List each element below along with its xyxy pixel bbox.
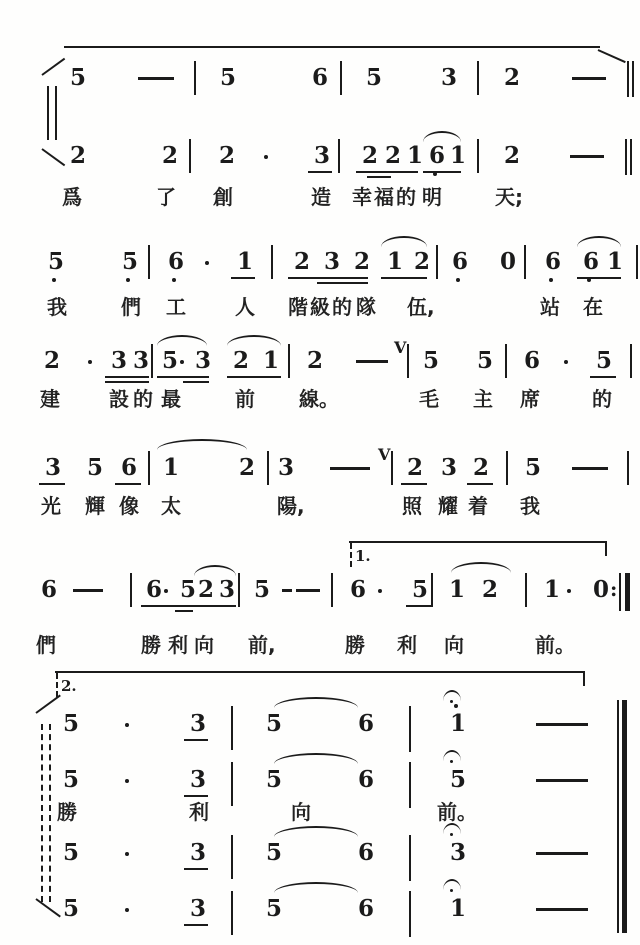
beam-line [141,605,193,607]
note-digit: 1 [544,576,561,603]
note-digit: 6 [168,248,185,275]
note-digit: 5 [366,64,383,91]
double-barline [627,61,629,97]
lyric-char: 的 [592,387,612,411]
note-digit: 1 [450,710,467,737]
note-digit: 5 [266,710,283,737]
duration-dash [572,77,606,80]
beam-line [577,277,621,279]
augmentation-dot [88,360,92,364]
final-barline [622,700,627,933]
note-digit: 3 [45,454,62,481]
barline [391,451,393,485]
barline [238,573,240,607]
beam-line-2 [183,381,209,383]
duration-dash [536,852,588,855]
lyric-char: 們 [121,295,141,319]
final-barline [619,573,621,611]
note-digit: 2 [44,347,61,374]
note-digit: 5 [70,64,87,91]
double-barline [625,139,627,175]
duration-dash [536,908,588,911]
beam-line-2 [367,176,391,178]
duration-dash [73,589,103,592]
barline [231,891,233,935]
lyric-char: 最 [161,387,181,411]
fermata-dot [450,760,453,763]
beam-line [467,483,493,485]
barline [636,245,638,279]
note-digit: 5 [477,347,494,374]
fermata-dot [450,833,453,836]
note-digit: 3 [190,895,207,922]
note-digit: 3 [450,839,467,866]
note-digit: 6 [146,576,163,603]
note-digit: 6 [583,248,600,275]
augmentation-dot [378,589,382,593]
note-digit: 1 [387,248,404,275]
augmentation-dot [205,261,209,265]
augmentation-dot [564,360,568,364]
lyric-char: 幸 [352,185,372,209]
note-digit: 2 [385,142,402,169]
barline [130,573,132,607]
note-digit: 5 [63,895,80,922]
barline [630,344,632,378]
beam-line [184,739,208,741]
augmentation-dot [125,852,129,856]
brace-stroke [41,148,65,166]
brace-stroke [41,58,65,76]
barline [407,344,409,378]
note-digit: 1 [450,142,467,169]
note-digit: 2 [219,142,236,169]
slur-arc [381,236,427,247]
note-digit: 5 [412,576,429,603]
beam-line [423,171,461,173]
note-digit: 5 [423,347,440,374]
note-digit: 3 [219,576,236,603]
lyric-char: 陽, [277,494,305,518]
note-digit: 5 [180,576,197,603]
note-digit: 6 [358,839,375,866]
beam-line [401,483,427,485]
note-digit: 5 [254,576,271,603]
beam-line [356,171,418,173]
note-digit: 3 [190,839,207,866]
lyric-char: 利 [397,633,417,657]
beam-line [308,171,332,173]
note-digit: 0 [593,576,610,603]
note-digit: 1 [407,142,424,169]
lyric-char: 造 [311,185,331,209]
lyric-char: 階 [288,295,308,319]
brace-stroke [598,49,626,63]
note-digit: 3 [314,142,331,169]
note-digit: 6 [350,576,367,603]
note-digit: 1 [450,895,467,922]
augmentation-dot [125,779,129,783]
note-digit: 2 [482,576,499,603]
note-digit: 5 [266,895,283,922]
duration-dash [572,467,608,470]
duration-dash [282,589,292,592]
octave-dot-above [454,704,458,708]
lyric-char: 着 [468,494,488,518]
barline [331,573,333,607]
beam-line [115,483,141,485]
note-digit: 5 [63,710,80,737]
lyric-char: 級 [310,295,330,319]
volta-bracket [55,671,585,673]
beam-line [288,277,368,279]
beam-line [406,605,432,607]
barline [505,344,507,378]
lyric-char: 的 [332,295,352,319]
note-digit: 6 [121,454,138,481]
lyric-char: 向 [194,633,214,657]
barline [194,61,196,95]
note-digit: 2 [233,347,250,374]
note-digit: 3 [441,454,458,481]
note-digit: 2 [504,142,521,169]
lyric-char: 設 [109,387,129,411]
lyric-char: 勝 [141,633,161,657]
beam-line [184,924,208,926]
slur-arc [157,439,247,450]
phrase-tie-line [64,46,600,48]
note-digit: 6 [358,895,375,922]
volta-label: 2. [61,677,77,695]
barline [340,61,342,95]
note-digit: 6 [429,142,446,169]
note-digit: 2 [473,454,490,481]
lyric-char: 耀 [438,494,458,518]
note-digit: 5 [450,766,467,793]
note-digit: 2 [407,454,424,481]
volta-bracket [349,541,607,543]
duration-dash [536,723,588,726]
note-digit: 6 [358,766,375,793]
volta-label: 1. [355,547,371,565]
lyric-char: 向 [291,800,311,824]
note-digit: 2 [354,248,371,275]
note-digit: 3 [190,766,207,793]
lyric-char: 我 [520,494,540,518]
barline [627,451,629,485]
beam-line [39,483,65,485]
beam-line [184,795,208,797]
augmentation-dot [125,723,129,727]
slur-arc [274,697,358,708]
final-barline [617,700,619,933]
note-digit: 5 [63,766,80,793]
system-brace [47,86,57,140]
note-digit: 3 [190,710,207,737]
beam-line [227,376,281,378]
lyric-char: 建 [40,387,60,411]
note-digit: 6 [524,347,541,374]
lyric-char: 前。 [437,800,477,824]
beam-line-2 [105,381,149,383]
barline [189,139,191,173]
note-digit: 5 [87,454,104,481]
beam-line-2 [317,282,368,284]
lyric-char: 們 [36,633,56,657]
double-barline [632,61,634,97]
octave-dot-below [549,278,553,282]
fermata-dot [450,889,453,892]
note-digit: 3 [195,347,212,374]
octave-dot-below [172,278,176,282]
slur-arc [274,753,358,764]
note-digit: 2 [414,248,431,275]
beam-line [381,277,427,279]
lyric-char: 明 [422,185,442,209]
lyric-char: 向 [444,633,464,657]
barline [231,706,233,750]
barline [431,573,433,607]
barline [148,245,150,279]
note-digit: 1 [607,248,624,275]
note-digit: 6 [312,64,329,91]
augmentation-dot [125,908,129,912]
slur-arc [577,236,621,247]
slur-arc [274,826,358,837]
lyric-char: 太 [161,494,181,518]
duration-dash [356,360,388,363]
barline [506,451,508,485]
note-digit: 3 [441,64,458,91]
note-digit: 2 [239,454,256,481]
barline [477,61,479,95]
note-digit: 1 [449,576,466,603]
note-digit: 1 [263,347,280,374]
barline [288,344,290,378]
barline [409,835,411,881]
double-barline [630,139,632,175]
barline [436,245,438,279]
barline [231,762,233,806]
note-digit: 0 [500,248,517,275]
lyric-char: 我 [47,295,67,319]
lyric-char: 勝 [345,633,365,657]
barline [524,245,526,279]
volta-bracket-tick [605,541,607,556]
note-digit: 5 [596,347,613,374]
note-digit: 2 [504,64,521,91]
note-digit: 5 [48,248,65,275]
octave-dot-below [52,278,56,282]
lyric-char: 伍, [407,295,435,319]
barline [409,891,411,937]
barline [409,762,411,808]
final-barline [625,573,630,611]
lyric-char: 光 [41,494,61,518]
note-digit: 6 [358,710,375,737]
note-digit: 5 [266,839,283,866]
note-digit: 6 [41,576,58,603]
note-digit: 2 [294,248,311,275]
volta-bracket-tick [56,673,58,697]
note-digit: 6 [545,248,562,275]
duration-dash [330,467,370,470]
beam-line-2 [175,610,193,612]
lyric-char: 像 [119,494,139,518]
note-digit: 1 [163,454,180,481]
volta-bracket-tick [583,671,585,686]
barline [271,245,273,279]
lyric-char: 福 [374,185,394,209]
augmentation-dot [164,589,168,593]
brace-stroke [35,695,60,714]
lyric-char: 的 [396,185,416,209]
breath-mark-icon: V [378,445,391,464]
fermata-dot [450,700,453,703]
beam-line [105,376,149,378]
lyric-char: 在 [583,295,603,319]
beam-line [231,277,255,279]
augmentation-dot [264,155,268,159]
note-digit: 5 [122,248,139,275]
lyric-char: 席 [520,387,540,411]
augmentation-dot [180,360,184,364]
note-digit: 3 [324,248,341,275]
barline [231,835,233,879]
duration-dash [570,155,604,158]
barline [267,451,269,485]
barline [477,139,479,173]
barline [525,573,527,607]
beam-line [184,868,208,870]
note-digit: 2 [70,142,87,169]
lyric-char: 主 [473,387,493,411]
note-digit: 2 [162,142,179,169]
note-digit: 3 [133,347,150,374]
note-digit: 5 [63,839,80,866]
lyric-char: 天; [495,185,523,209]
octave-dot-below [126,278,130,282]
lyric-char: 創 [213,185,233,209]
system-brace [41,724,51,902]
slur-arc [423,131,461,142]
slur-arc [451,562,511,573]
lyric-char: 利 [189,800,209,824]
lyric-char: 毛 [419,387,439,411]
barline [151,344,153,378]
augmentation-dot [567,589,571,593]
lyric-char: 線。 [299,387,339,411]
slur-arc [194,565,236,576]
note-digit: 6 [452,248,469,275]
note-digit: 2 [198,576,215,603]
lyric-char: 人 [235,295,255,319]
slur-arc [227,335,281,346]
barline [148,451,150,485]
lyric-char: 了 [156,185,176,209]
lyric-char: 前。 [535,633,575,657]
lyric-char: 照 [402,494,422,518]
note-digit: 5 [162,347,179,374]
lyric-char: 勝 [57,800,77,824]
lyric-char: 利 [168,633,188,657]
barline [409,706,411,752]
note-digit: 2 [362,142,379,169]
breath-mark-icon: V [394,338,407,357]
lyric-char: 站 [540,295,560,319]
octave-dot-below [456,278,460,282]
repeat-dots: : [610,577,618,601]
beam-line [590,376,616,378]
beam-line [193,605,236,607]
lyric-char: 前, [248,633,276,657]
note-digit: 2 [307,347,324,374]
volta-bracket-tick [350,543,352,567]
note-digit: 5 [266,766,283,793]
beam-line [157,376,209,378]
slur-arc [274,882,358,893]
duration-dash [536,779,588,782]
barline [338,139,340,173]
note-digit: 5 [220,64,237,91]
note-digit: 3 [278,454,295,481]
duration-dash [138,77,174,80]
lyric-char: 前 [235,387,255,411]
note-digit: 3 [111,347,128,374]
note-digit: 5 [525,454,542,481]
lyric-char: 隊 [356,295,376,319]
slur-arc [157,335,207,346]
lyric-char: 輝 [85,494,105,518]
lyric-char: 的 [133,387,153,411]
lyric-char: 工 [166,295,186,319]
note-digit: 1 [237,248,254,275]
duration-dash [296,589,320,592]
lyric-char: 爲 [62,185,82,209]
